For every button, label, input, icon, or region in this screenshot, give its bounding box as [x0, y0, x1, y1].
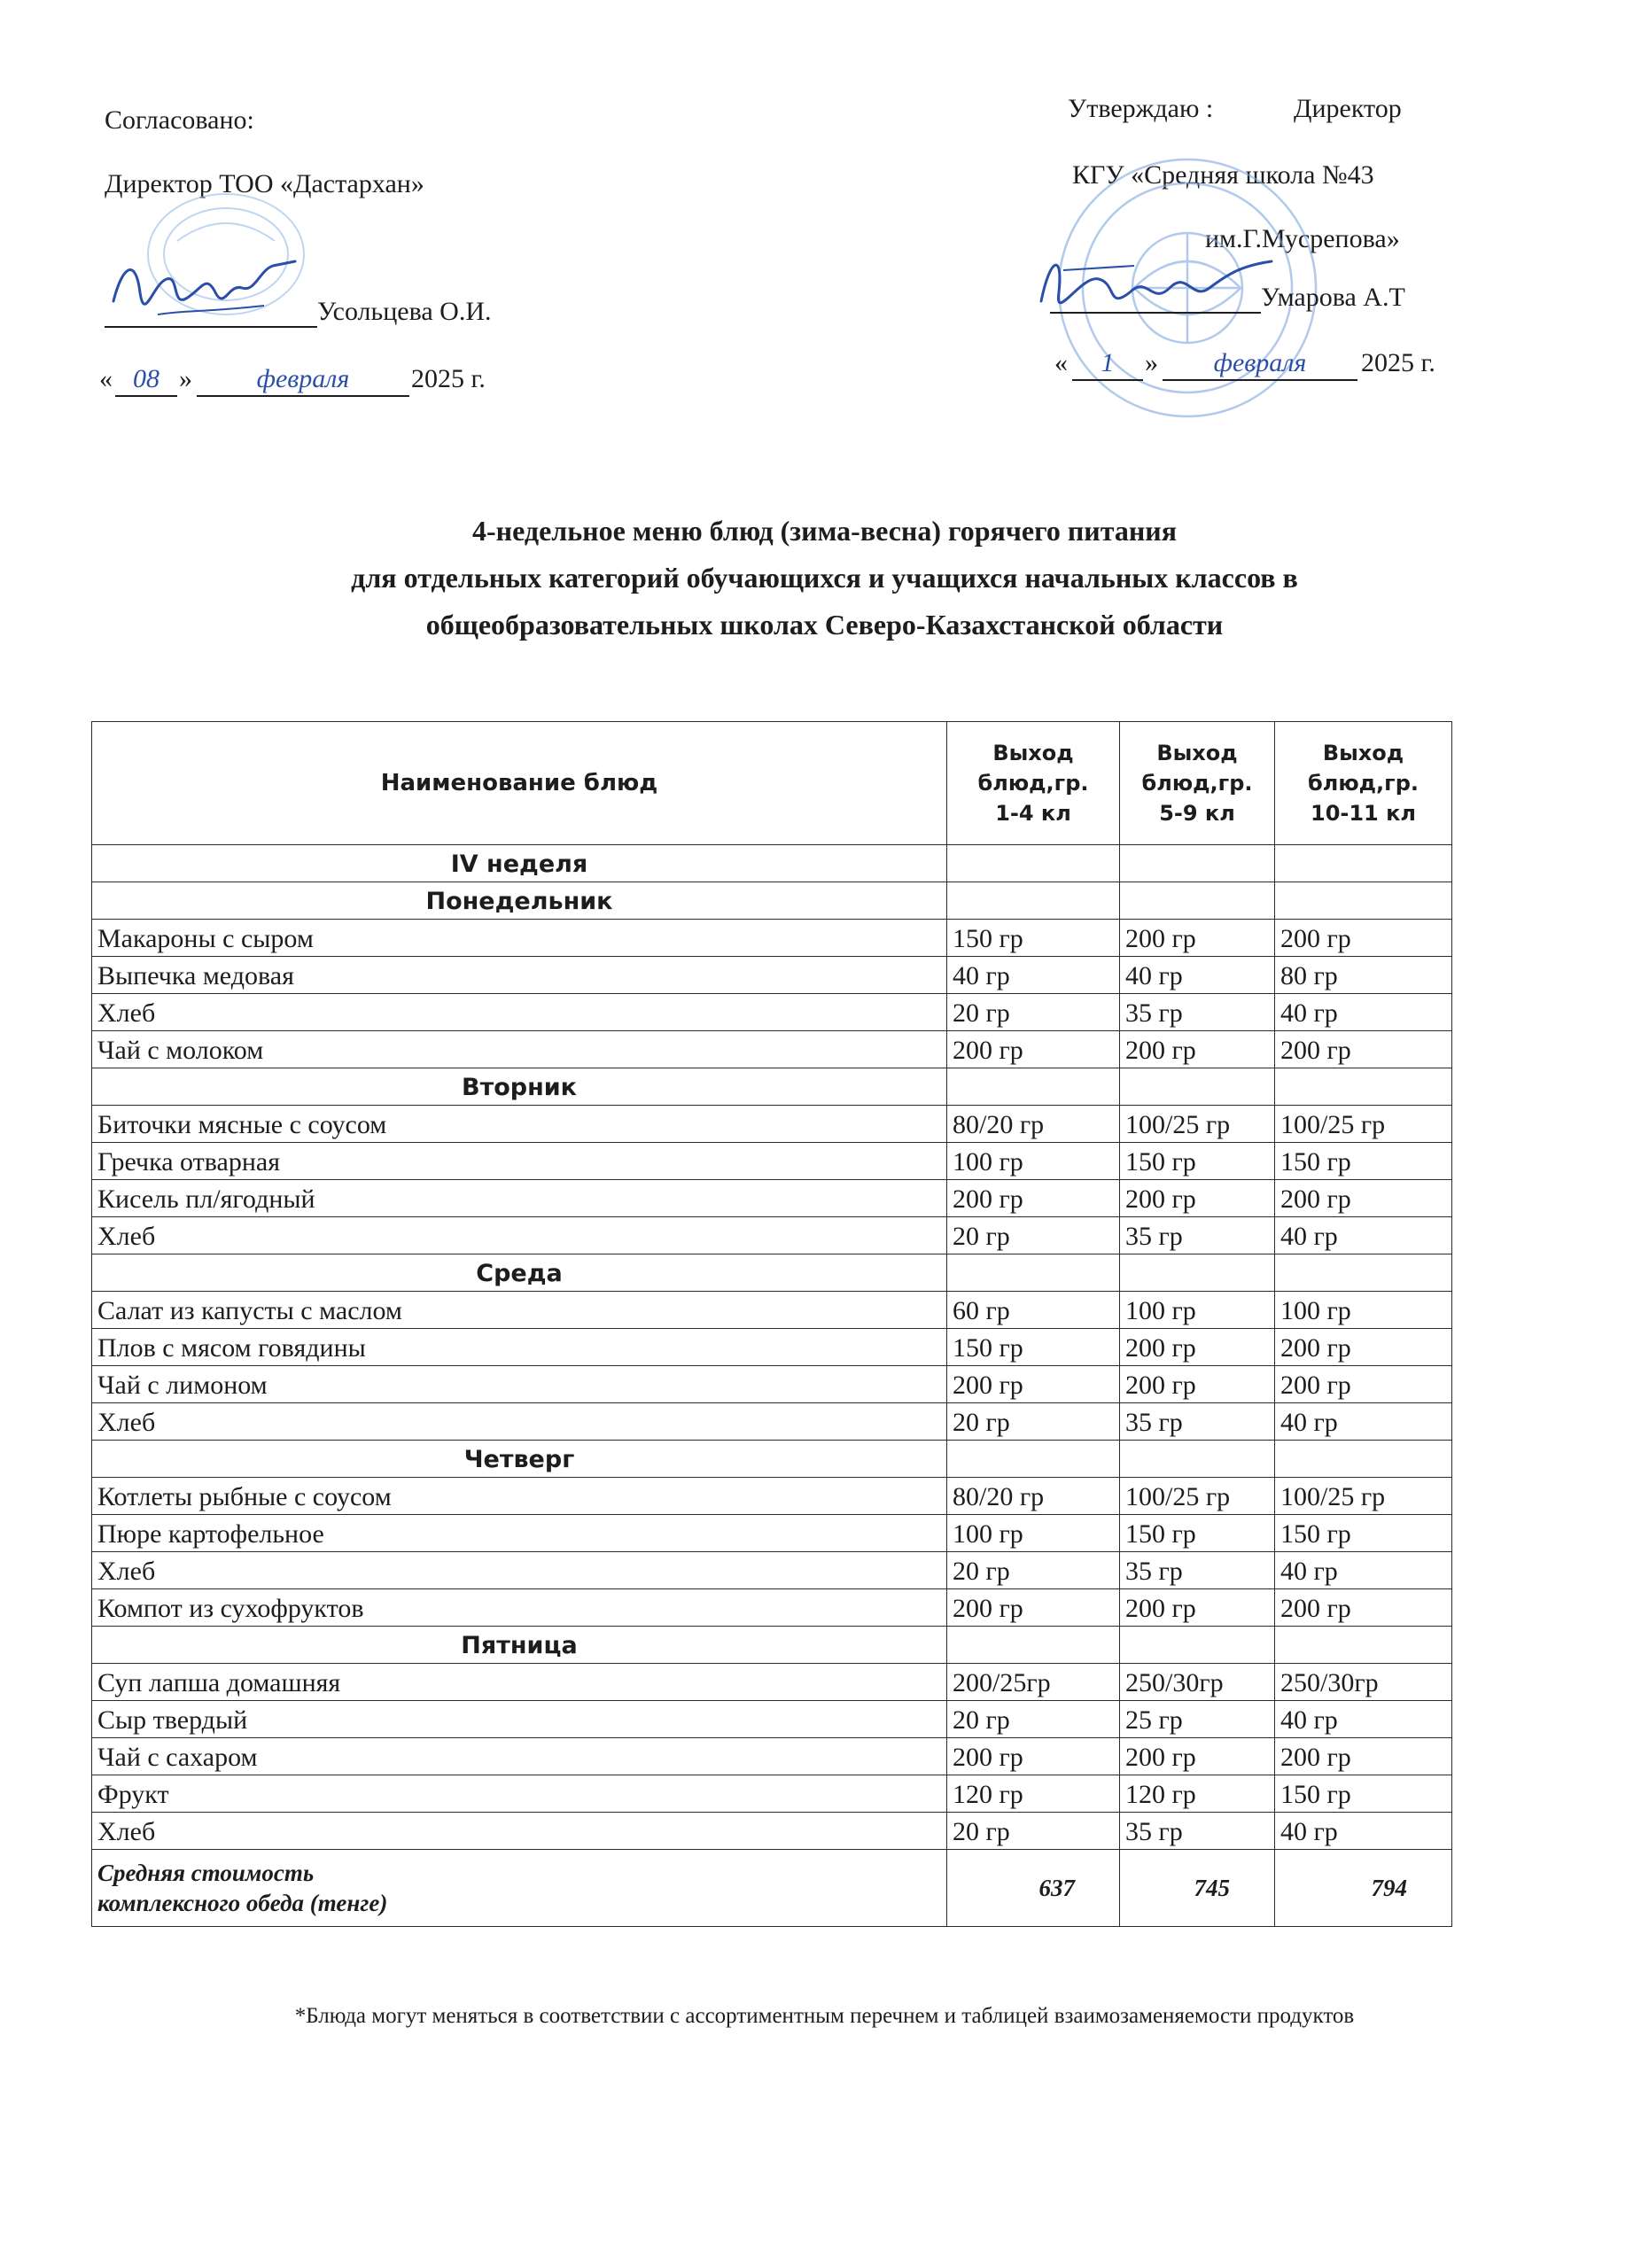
total-grade-1-4: 637: [947, 1850, 1120, 1927]
total-grade-10-11: 794: [1275, 1850, 1452, 1927]
portion-grade-10-11: 40 гр: [1275, 1813, 1452, 1850]
dish-row: [92, 920, 1452, 957]
day-row: [92, 1441, 1452, 1478]
header-grade-10-11-line3: 10-11 кл: [1311, 801, 1416, 826]
dish-name: Чай с лимоном: [92, 1366, 947, 1403]
dish-name: Компот из сухофруктов: [92, 1589, 947, 1627]
portion-grade-1-4: 20 гр: [947, 1217, 1120, 1254]
header-grade-10-11-line2: блюд,гр.: [1307, 771, 1419, 796]
portion-grade-1-4: 200 гр: [947, 1589, 1120, 1627]
dish-name: Суп лапша домашняя: [92, 1664, 947, 1701]
dish-name: Хлеб: [92, 1813, 947, 1850]
header-grade-5-9-line1: Выход: [1156, 741, 1238, 765]
total-grade-5-9: 745: [1120, 1850, 1275, 1927]
left-date-open: «: [99, 364, 113, 393]
dish-row: [92, 1775, 1452, 1813]
portion-grade-10-11: 200 гр: [1275, 1329, 1452, 1366]
header-grade-5-9: [1120, 722, 1275, 845]
header-grade-1-4-line2: блюд,гр.: [977, 771, 1089, 796]
dish-row: [92, 1589, 1452, 1627]
left-sign-name: Усольцева О.И.: [317, 297, 492, 326]
header-grade-1-4-line3: 1-4 кл: [995, 801, 1071, 826]
portion-grade-1-4: 200 гр: [947, 1738, 1120, 1775]
dish-row: [92, 1031, 1452, 1068]
portion-grade-10-11: 150 гр: [1275, 1775, 1452, 1813]
portion-grade-1-4: 60 гр: [947, 1292, 1120, 1329]
portion-grade-5-9: 35 гр: [1120, 994, 1275, 1031]
right-date-year: 2025 г.: [1361, 348, 1435, 377]
portion-grade-10-11: 150 гр: [1275, 1143, 1452, 1180]
dish-name: Чай с молоком: [92, 1031, 947, 1068]
portion-grade-10-11: 150 гр: [1275, 1515, 1452, 1552]
total-label: [92, 1850, 947, 1927]
portion-grade-1-4: 150 гр: [947, 920, 1120, 957]
portion-grade-1-4: 100 гр: [947, 1515, 1120, 1552]
header-grade-10-11: [1275, 722, 1452, 845]
dish-row: [92, 1515, 1452, 1552]
dish-row: [92, 1738, 1452, 1775]
portion-grade-10-11: 200 гр: [1275, 1589, 1452, 1627]
dish-name: Биточки мясные с соусом: [92, 1106, 947, 1143]
portion-grade-10-11: 200 гр: [1275, 1031, 1452, 1068]
portion-grade-5-9: 35 гр: [1120, 1217, 1275, 1254]
header-grade-5-9-line2: блюд,гр.: [1141, 771, 1253, 796]
document-title: [0, 508, 1649, 649]
header-dish-name: Наименование блюд: [92, 722, 947, 845]
portion-grade-5-9: 120 гр: [1120, 1775, 1275, 1813]
dish-row: [92, 1217, 1452, 1254]
portion-grade-10-11: 40 гр: [1275, 1217, 1452, 1254]
day-label: Четверг: [92, 1441, 947, 1478]
portion-grade-1-4: 20 гр: [947, 1701, 1120, 1738]
portion-grade-5-9: 40 гр: [1120, 957, 1275, 994]
portion-grade-1-4: 200 гр: [947, 1180, 1120, 1217]
dish-name: Салат из капусты с маслом: [92, 1292, 947, 1329]
portion-grade-5-9: 200 гр: [1120, 920, 1275, 957]
dish-row: [92, 1180, 1452, 1217]
portion-grade-10-11: 40 гр: [1275, 1701, 1452, 1738]
left-date-year: 2025 г.: [411, 364, 486, 393]
right-signature: [1028, 239, 1285, 337]
right-date-mid: »: [1145, 348, 1158, 377]
dish-name: Выпечка медовая: [92, 957, 947, 994]
portion-grade-10-11: 40 гр: [1275, 1552, 1452, 1589]
right-date-open: «: [1054, 348, 1068, 377]
dish-row: [92, 1701, 1452, 1738]
day-row: [92, 1254, 1452, 1292]
day-label: Вторник: [92, 1068, 947, 1106]
portion-grade-5-9: 35 гр: [1120, 1813, 1275, 1850]
day-label: Среда: [92, 1254, 947, 1292]
org-line1: КГУ «Средняя школа №43: [1072, 160, 1374, 190]
portion-grade-10-11: 200 гр: [1275, 1180, 1452, 1217]
portion-grade-5-9: 100 гр: [1120, 1292, 1275, 1329]
dish-row: [92, 994, 1452, 1031]
dish-name: Сыр твердый: [92, 1701, 947, 1738]
approve-role: Директор: [1294, 94, 1402, 123]
day-row: [92, 1068, 1452, 1106]
portion-grade-5-9: 200 гр: [1120, 1738, 1275, 1775]
dish-name: Котлеты рыбные с соусом: [92, 1478, 947, 1515]
portion-grade-1-4: 200 гр: [947, 1031, 1120, 1068]
week-row: [92, 845, 1452, 882]
left-signature: [105, 248, 308, 337]
portion-grade-10-11: 80 гр: [1275, 957, 1452, 994]
portion-grade-1-4: 20 гр: [947, 1552, 1120, 1589]
agreed-position: Директор ТОО «Дастархан»: [105, 169, 424, 198]
dish-name: Хлеб: [92, 1217, 947, 1254]
portion-grade-5-9: 200 гр: [1120, 1329, 1275, 1366]
dish-row: [92, 1813, 1452, 1850]
total-label-line2: комплексного обеда (тенге): [97, 1890, 388, 1916]
portion-grade-10-11: 100/25 гр: [1275, 1478, 1452, 1515]
portion-grade-5-9: 200 гр: [1120, 1180, 1275, 1217]
header-grade-5-9-line3: 5-9 кл: [1159, 801, 1235, 826]
portion-grade-5-9: 250/30гр: [1120, 1664, 1275, 1701]
menu-body: [92, 845, 1452, 1850]
dish-name: Хлеб: [92, 1403, 947, 1441]
dish-name: Хлеб: [92, 994, 947, 1031]
dish-name: Пюре картофельное: [92, 1515, 947, 1552]
portion-grade-5-9: 35 гр: [1120, 1552, 1275, 1589]
dish-row: [92, 1106, 1452, 1143]
agreed-label: Согласовано:: [105, 105, 254, 135]
dish-row: [92, 1664, 1452, 1701]
day-row: [92, 882, 1452, 920]
left-date-day: 08: [115, 363, 177, 397]
portion-grade-1-4: 20 гр: [947, 1403, 1120, 1441]
day-row: [92, 1627, 1452, 1664]
portion-grade-5-9: 200 гр: [1120, 1589, 1275, 1627]
dish-row: [92, 1366, 1452, 1403]
portion-grade-5-9: 100/25 гр: [1120, 1106, 1275, 1143]
total-label-line1: Средняя стоимость: [97, 1860, 315, 1886]
portion-grade-5-9: 200 гр: [1120, 1031, 1275, 1068]
header-grade-1-4: [947, 722, 1120, 845]
left-date-month: февраля: [197, 363, 409, 397]
right-sign-name: Умарова А.Т: [1261, 283, 1405, 312]
portion-grade-10-11: 200 гр: [1275, 920, 1452, 957]
title-line3: общеобразовательных школах Северо-Казахстанской области: [425, 609, 1224, 641]
title-line2: для отдельных категорий обучающихся и учащихся начальных классов в: [351, 562, 1298, 594]
title-line1: 4-недельное меню блюд (зима-весна) горячего питания: [472, 515, 1177, 547]
dish-row: [92, 1478, 1452, 1515]
portion-grade-10-11: 100/25 гр: [1275, 1106, 1452, 1143]
portion-grade-10-11: 200 гр: [1275, 1366, 1452, 1403]
portion-grade-5-9: 35 гр: [1120, 1403, 1275, 1441]
portion-grade-1-4: 40 гр: [947, 957, 1120, 994]
portion-grade-1-4: 20 гр: [947, 1813, 1120, 1850]
dish-row: [92, 1552, 1452, 1589]
week-label: IV неделя: [92, 845, 947, 882]
dish-name: Фрукт: [92, 1775, 947, 1813]
portion-grade-5-9: 100/25 гр: [1120, 1478, 1275, 1515]
portion-grade-1-4: 120 гр: [947, 1775, 1120, 1813]
header-grade-10-11-line1: Выход: [1322, 741, 1404, 765]
footnote: *Блюда могут меняться в соответствии с ассортиментным перечнем и таблицей взаимозаменяемости продуктов: [294, 2004, 1355, 2028]
portion-grade-5-9: 25 гр: [1120, 1701, 1275, 1738]
portion-grade-10-11: 100 гр: [1275, 1292, 1452, 1329]
portion-grade-10-11: 250/30гр: [1275, 1664, 1452, 1701]
dish-name: Макароны с сыром: [92, 920, 947, 957]
org-line2: им.Г.Мусрепова»: [1205, 224, 1400, 253]
portion-grade-10-11: 40 гр: [1275, 994, 1452, 1031]
dish-row: [92, 1143, 1452, 1180]
menu-table: [91, 721, 1452, 1927]
dish-row: [92, 1403, 1452, 1441]
dish-name: Гречка отварная: [92, 1143, 947, 1180]
portion-grade-5-9: 150 гр: [1120, 1143, 1275, 1180]
dish-name: Чай с сахаром: [92, 1738, 947, 1775]
left-date-mid: »: [179, 364, 192, 393]
approve-label: Утверждаю :: [1068, 94, 1214, 123]
portion-grade-1-4: 150 гр: [947, 1329, 1120, 1366]
dish-name: Плов с мясом говядины: [92, 1329, 947, 1366]
portion-grade-1-4: 20 гр: [947, 994, 1120, 1031]
day-label: Понедельник: [92, 882, 947, 920]
portion-grade-10-11: 40 гр: [1275, 1403, 1452, 1441]
dish-name: Кисель пл/ягодный: [92, 1180, 947, 1217]
right-date-month: февраля: [1163, 347, 1357, 381]
total-row: [92, 1850, 1452, 1927]
portion-grade-5-9: 150 гр: [1120, 1515, 1275, 1552]
portion-grade-1-4: 80/20 гр: [947, 1478, 1120, 1515]
dish-row: [92, 1329, 1452, 1366]
dish-row: [92, 1292, 1452, 1329]
header-grade-1-4-line1: Выход: [992, 741, 1074, 765]
portion-grade-1-4: 200/25гр: [947, 1664, 1120, 1701]
right-date-day: 1: [1072, 347, 1143, 381]
dish-row: [92, 957, 1452, 994]
portion-grade-5-9: 200 гр: [1120, 1366, 1275, 1403]
dish-name: Хлеб: [92, 1552, 947, 1589]
portion-grade-1-4: 100 гр: [947, 1143, 1120, 1180]
day-label: Пятница: [92, 1627, 947, 1664]
portion-grade-1-4: 200 гр: [947, 1366, 1120, 1403]
portion-grade-1-4: 80/20 гр: [947, 1106, 1120, 1143]
portion-grade-10-11: 200 гр: [1275, 1738, 1452, 1775]
